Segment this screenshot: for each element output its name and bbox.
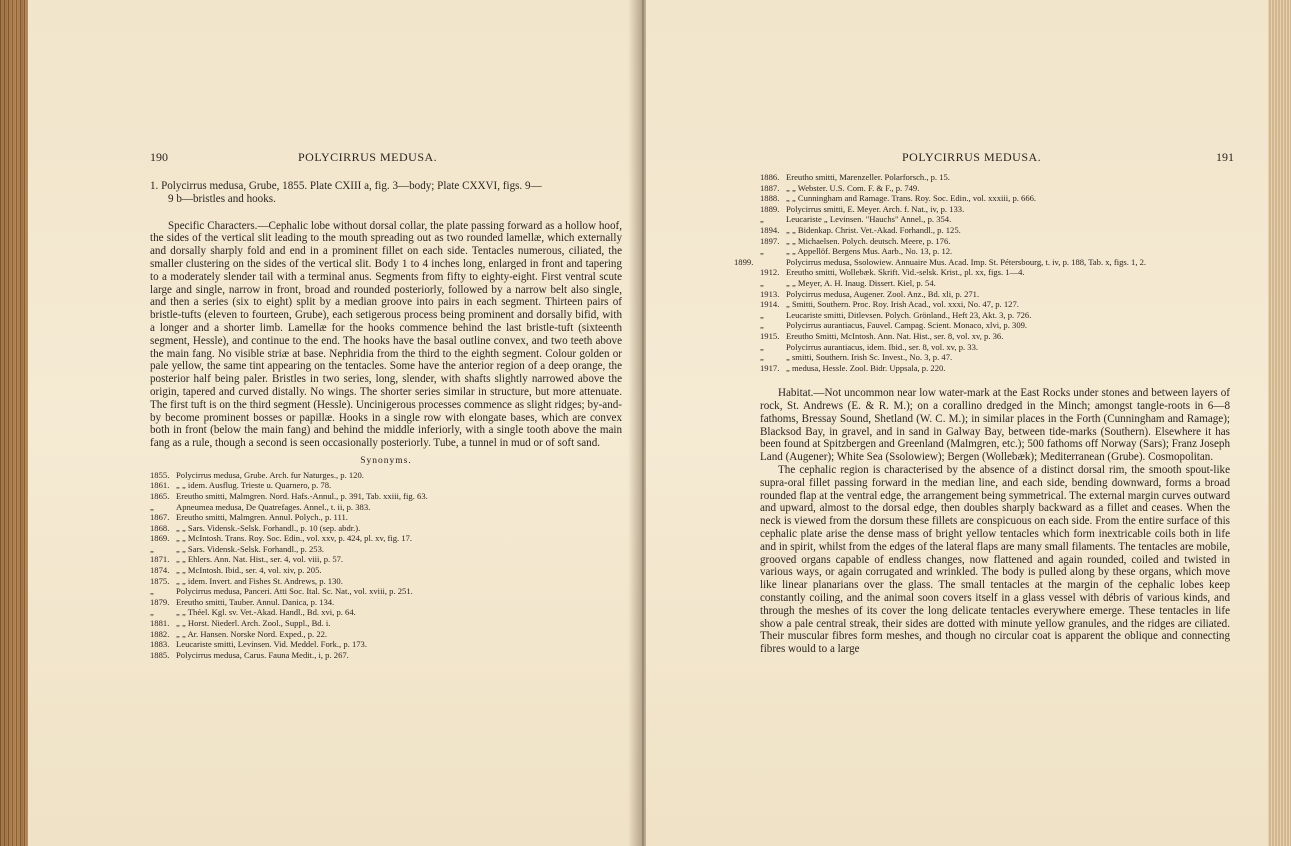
synonym-entry: 1869. „ „ McIntosh. Trans. Roy. Soc. Edin., vol. xxv, p. 424, pl. xv, fig. 17.	[150, 533, 413, 544]
synonym-entry: 1917. „ medusa, Hessle. Zool. Bidr. Uppsala, p. 220.	[760, 362, 946, 373]
synonym-entry: „ Leucariste „ Levinsen. "Hauchs" Annel., p. 354.	[760, 214, 952, 225]
synonym-entry: 1897. „ „ Michaelsen. Polych. deutsch. Meere, p. 176.	[760, 235, 951, 246]
left-page-number: 190	[150, 150, 168, 164]
synonym-entry: „ Polycirrus aurantiacus, idem. Ibid., ser. 8, vol. xv, p. 33.	[760, 341, 979, 352]
synonym-entry: 1855. Polycirrus medusa, Grube. Arch. fur Naturges., p. 120.	[150, 469, 364, 480]
left-page	[28, 0, 640, 846]
synonym-entry: „ „ „ Meyer, A. H. Inaug. Dissert. Kiel, p. 54.	[760, 277, 936, 288]
synonym-entry: 1865. Ereutho smitti, Malmgren. Nord. Hafs.-Annul., p. 391, Tab. xxiii, fig. 63.	[150, 490, 428, 501]
synonym-entry: 1867. Ereutho smitti, Malmgren. Annul. Polych., p. 111.	[150, 512, 348, 523]
left-text-block	[150, 180, 622, 660]
synonym-entry: „ „ „ Appellöf. Bergens Mus. Aarb., No. 13, p. 12.	[760, 246, 953, 257]
synonym-entry: 1875. „ „ idem. Invert. and Fishes St. Andrews, p. 130.	[150, 575, 343, 586]
synonym-entry: 1899. Polycirrus medusa, Ssolowiew. Annuaire Mus. Acad. Imp. St. Pétersbourg, t. iv, p. 188, Tab. x, figs. 1, 2.	[734, 256, 1147, 267]
synonym-entry: 1888. „ „ Cunningham and Ramage. Trans. Roy. Soc. Edin., vol. xxxiii, p. 666.	[760, 193, 1037, 204]
synonym-entry: 1886. Ereutho smitti, Marenzeller. Polarforsch., p. 15.	[760, 172, 950, 182]
synonym-entry: „ Polycirrus medusa, Panceri. Atti Soc. Ital. Sc. Nat., vol. xviii, p. 251.	[150, 586, 413, 597]
synonym-entry: „ Leucariste smitti, Ditlevsen. Polych. Grönland., Heft 23, Akt. 3, p. 726.	[760, 309, 1032, 320]
specific-characters: Specific Characters.—Cephalic lobe without dorsal collar, the plate passing forward as a hollow hoof, the sides of the vertical slit leading to the mouth spreading out as two rounded lamellæ, which externally and dorsally sharply fold and end in a prominent fillet on each side. Tentacles numerous, ciliated, the smaller clustering on the sides of the vertical slit. Body 1 to 4 inches long, enlarged in front and tapering to a moderately slender tail with a terminal anus. Segments from fifty to eighty-eight. First ventral scute large and single, narrow in front, broad and rounded posteriorly, followed by a narrow belt also single, and then a series (six to eight) split by a median groove into pairs in each segment. Thirteen pairs of bristle-tufts (eleven to fourteen, Grube), each setigerous process being prominent and dorsally bifid, with a longer and a shorter limb. Lamellæ for the hooks commence behind the last bristle-tuft (sixteenth segment, Hessle), and continue to the end. The hooks have the basal outline convex, and two teeth above the main fang. No visible striæ at base. Nephridia from the third to the eighth segment. Colour golden or pale yellow, the same tint appearing on the tentacles. Some have the anterior region of a deep orange, the posterior half being paler. Bristles in two series, long, slender, with shafts slightly narrowed above the origin, tapered and curved distally. No wings. The shorter series similar in structure, but more attenuate. The first tuft is on the third segment (Hessle). Uncinigerous processes commence as slight ridges; by-and-by become prominent bosses or papillæ. Hooks in a single row with elongate bases, which are convex both in front (below the main fang) and behind the middle inferiorly, with a single tooth above the main fang as a rule, though a second is seen occasionally posteriorly. Tube, a tunnel in mud or of soft sand.	[150, 219, 622, 450]
synonym-entry: 1883. Leucariste smitti, Levinsen. Vid. Meddel. Fork., p. 173.	[150, 639, 367, 650]
right-running-head: POLYCIRRUS MEDUSA.	[902, 150, 1042, 164]
synonym-entry: 1912. Ereutho smitti, Wollebæk. Skrift. Vid.-selsk. Krist., pl. xx, figs. 1—4.	[760, 267, 1025, 278]
synonym-entry: 1913. Polycirrus medusa, Augener. Zool. Anz., Bd. xli, p. 271.	[760, 288, 980, 299]
synonym-entry: 1885. Polycirrus medusa, Carus. Fauna Medit., i, p. 267.	[150, 649, 349, 660]
synonym-entry: „ Polycirrus aurantiacus, Fauvel. Campag. Scient. Monaco, xlvi, p. 309.	[760, 320, 1028, 331]
synonym-entry: „ „ smitti, Southern. Irish Sc. Invest., No. 3, p. 47.	[760, 352, 953, 363]
synonym-entry: 1894. „ „ Bidenkap. Christ. Vet.-Akad. Forhandl., p. 125.	[760, 224, 961, 235]
right-page	[646, 0, 1268, 846]
synonym-entry: „ „ „ Théel. Kgl. sv. Vet.-Akad. Handl., Bd. xvi, p. 64.	[150, 607, 356, 618]
left-running-head: POLYCIRRUS MEDUSA.	[298, 150, 438, 164]
synonym-entry: 1874. „ „ McIntosh. Ibid., ser. 4, vol. xiv, p. 205.	[150, 565, 322, 576]
page-edges-right	[1267, 0, 1291, 846]
synonym-entry: 1915. Ereutho Smitti, McIntosh. Ann. Nat. Hist., ser. 8, vol. xv, p. 36.	[760, 330, 1004, 341]
left-synonyms-list	[150, 470, 622, 661]
synonym-entry: 1881. „ „ Horst. Niederl. Arch. Zool., Suppl., Bd. i.	[150, 618, 331, 629]
synonym-entry: 1861. „ „ idem. Ausflug. Trieste u. Quarnero, p. 78.	[150, 480, 332, 491]
synonym-entry: 1879. Ereutho smitti, Tauber. Annul. Danica, p. 134.	[150, 596, 335, 607]
synonym-entry: „ Apneumea medusa, De Quatrefages. Annel., t. ii, p. 383.	[150, 501, 371, 512]
right-page-number: 191	[1216, 150, 1234, 164]
cephalic-paragraph: The cephalic region is characterised by the absence of a distinct dorsal rim, the smooth spout-like supra-oral fillet passing forward in the median line, and each side, bending downward, forms a broad rounded flap at the ventral edge, the arrangement being symmetrical. The external margin curves outward and upward, almost to the dorsal edge, then doubles sharply backward as a fillet and ceases. When the neck is viewed from the dorsum these fillets are conspicuous on each side. From the entire surface of this cephalic plate arise the dense mass of bright yellow tentacles which form inextricable coils both in life and in spirit, whilst from the edges of the lateral flaps are many small filaments. The tentacles are mobile, grooved organs capable of endless changes, now flattened and again rounded, coiled and twisted in various ways, or again corrugated and wrinkled. The body is pulled along by these organs, which move like linear planarians over the glass. The small tentacles at the margin of the cephalic lobes keep constantly coiling, and the animal soon covers itself in a glass vessel with débris of various kinds, and through the meshes of its cover the long delicate tentacles everywhere emerge. These tentacles in life show a pale central streak, their sides are dotted with minute yellow granules, and the ridges are ciliated. Their muscular fibres form meshes, and though no circular coat is apparent the oblique and connecting fibres would to a large	[760, 464, 1230, 656]
synonyms-heading: Synonyms.	[360, 455, 412, 466]
synonym-entry: 1868. „ „ Sars. Vidensk.-Selsk. Forhandl., p. 10 (sep. abdr.).	[150, 522, 361, 533]
species-heading: 1. Polycirrus medusa, Grube, 1855. Plate CXIII a, fig. 3—body; Plate CXXVI, figs. 9— 9 b—bristles and hooks.	[150, 180, 542, 205]
synonym-entry: 1914. „ Smitti, Southern. Proc. Roy. Irish Acad., vol. xxxi, No. 47, p. 127.	[760, 299, 1019, 310]
synonym-entry: „ „ „ Sars. Vidensk.-Selsk. Forhandl., p. 253.	[150, 543, 325, 554]
right-synonyms-list	[734, 172, 1230, 373]
synonym-entry: 1871. „ „ Ehlers. Ann. Nat. Hist., ser. 4, vol. viii, p. 57.	[150, 554, 344, 565]
synonym-entry: 1889. Polycirrus smitti, E. Meyer. Arch. f. Nat., iv, p. 133.	[760, 203, 965, 214]
right-text-block	[734, 172, 1230, 656]
synonym-entry: 1887. „ „ Webster. U.S. Com. F. & F., p. 749.	[760, 182, 920, 193]
synonym-entry: 1882. „ „ Ar. Hansen. Norske Nord. Exped., p. 22.	[150, 628, 328, 639]
habitat-paragraph: Habitat.—Not uncommon near low water-mark at the East Rocks under stones and between layers of rock, St. Andrews (E. & R. M.); on a corallino dredged in the Minch; amongst tangle-roots in 6—8 fathoms, Bressay Sound, Shetland (W. C. M.); in similar places in the Forth (Cunningham and Ramage); Blacksod Bay, in gravel, and in sand in Galway Bay, between tide-marks (Southern). Elsewhere it has been found at Spitzbergen and Greenland (Malmgren, etc.); 500 fathoms off Norway (Sars); Franz Joseph Land (Augener); White Sea (Ssolowiew); Bergen (Wollebæk); Mediterranean (Grube). Cosmopolitan.	[760, 387, 1230, 464]
